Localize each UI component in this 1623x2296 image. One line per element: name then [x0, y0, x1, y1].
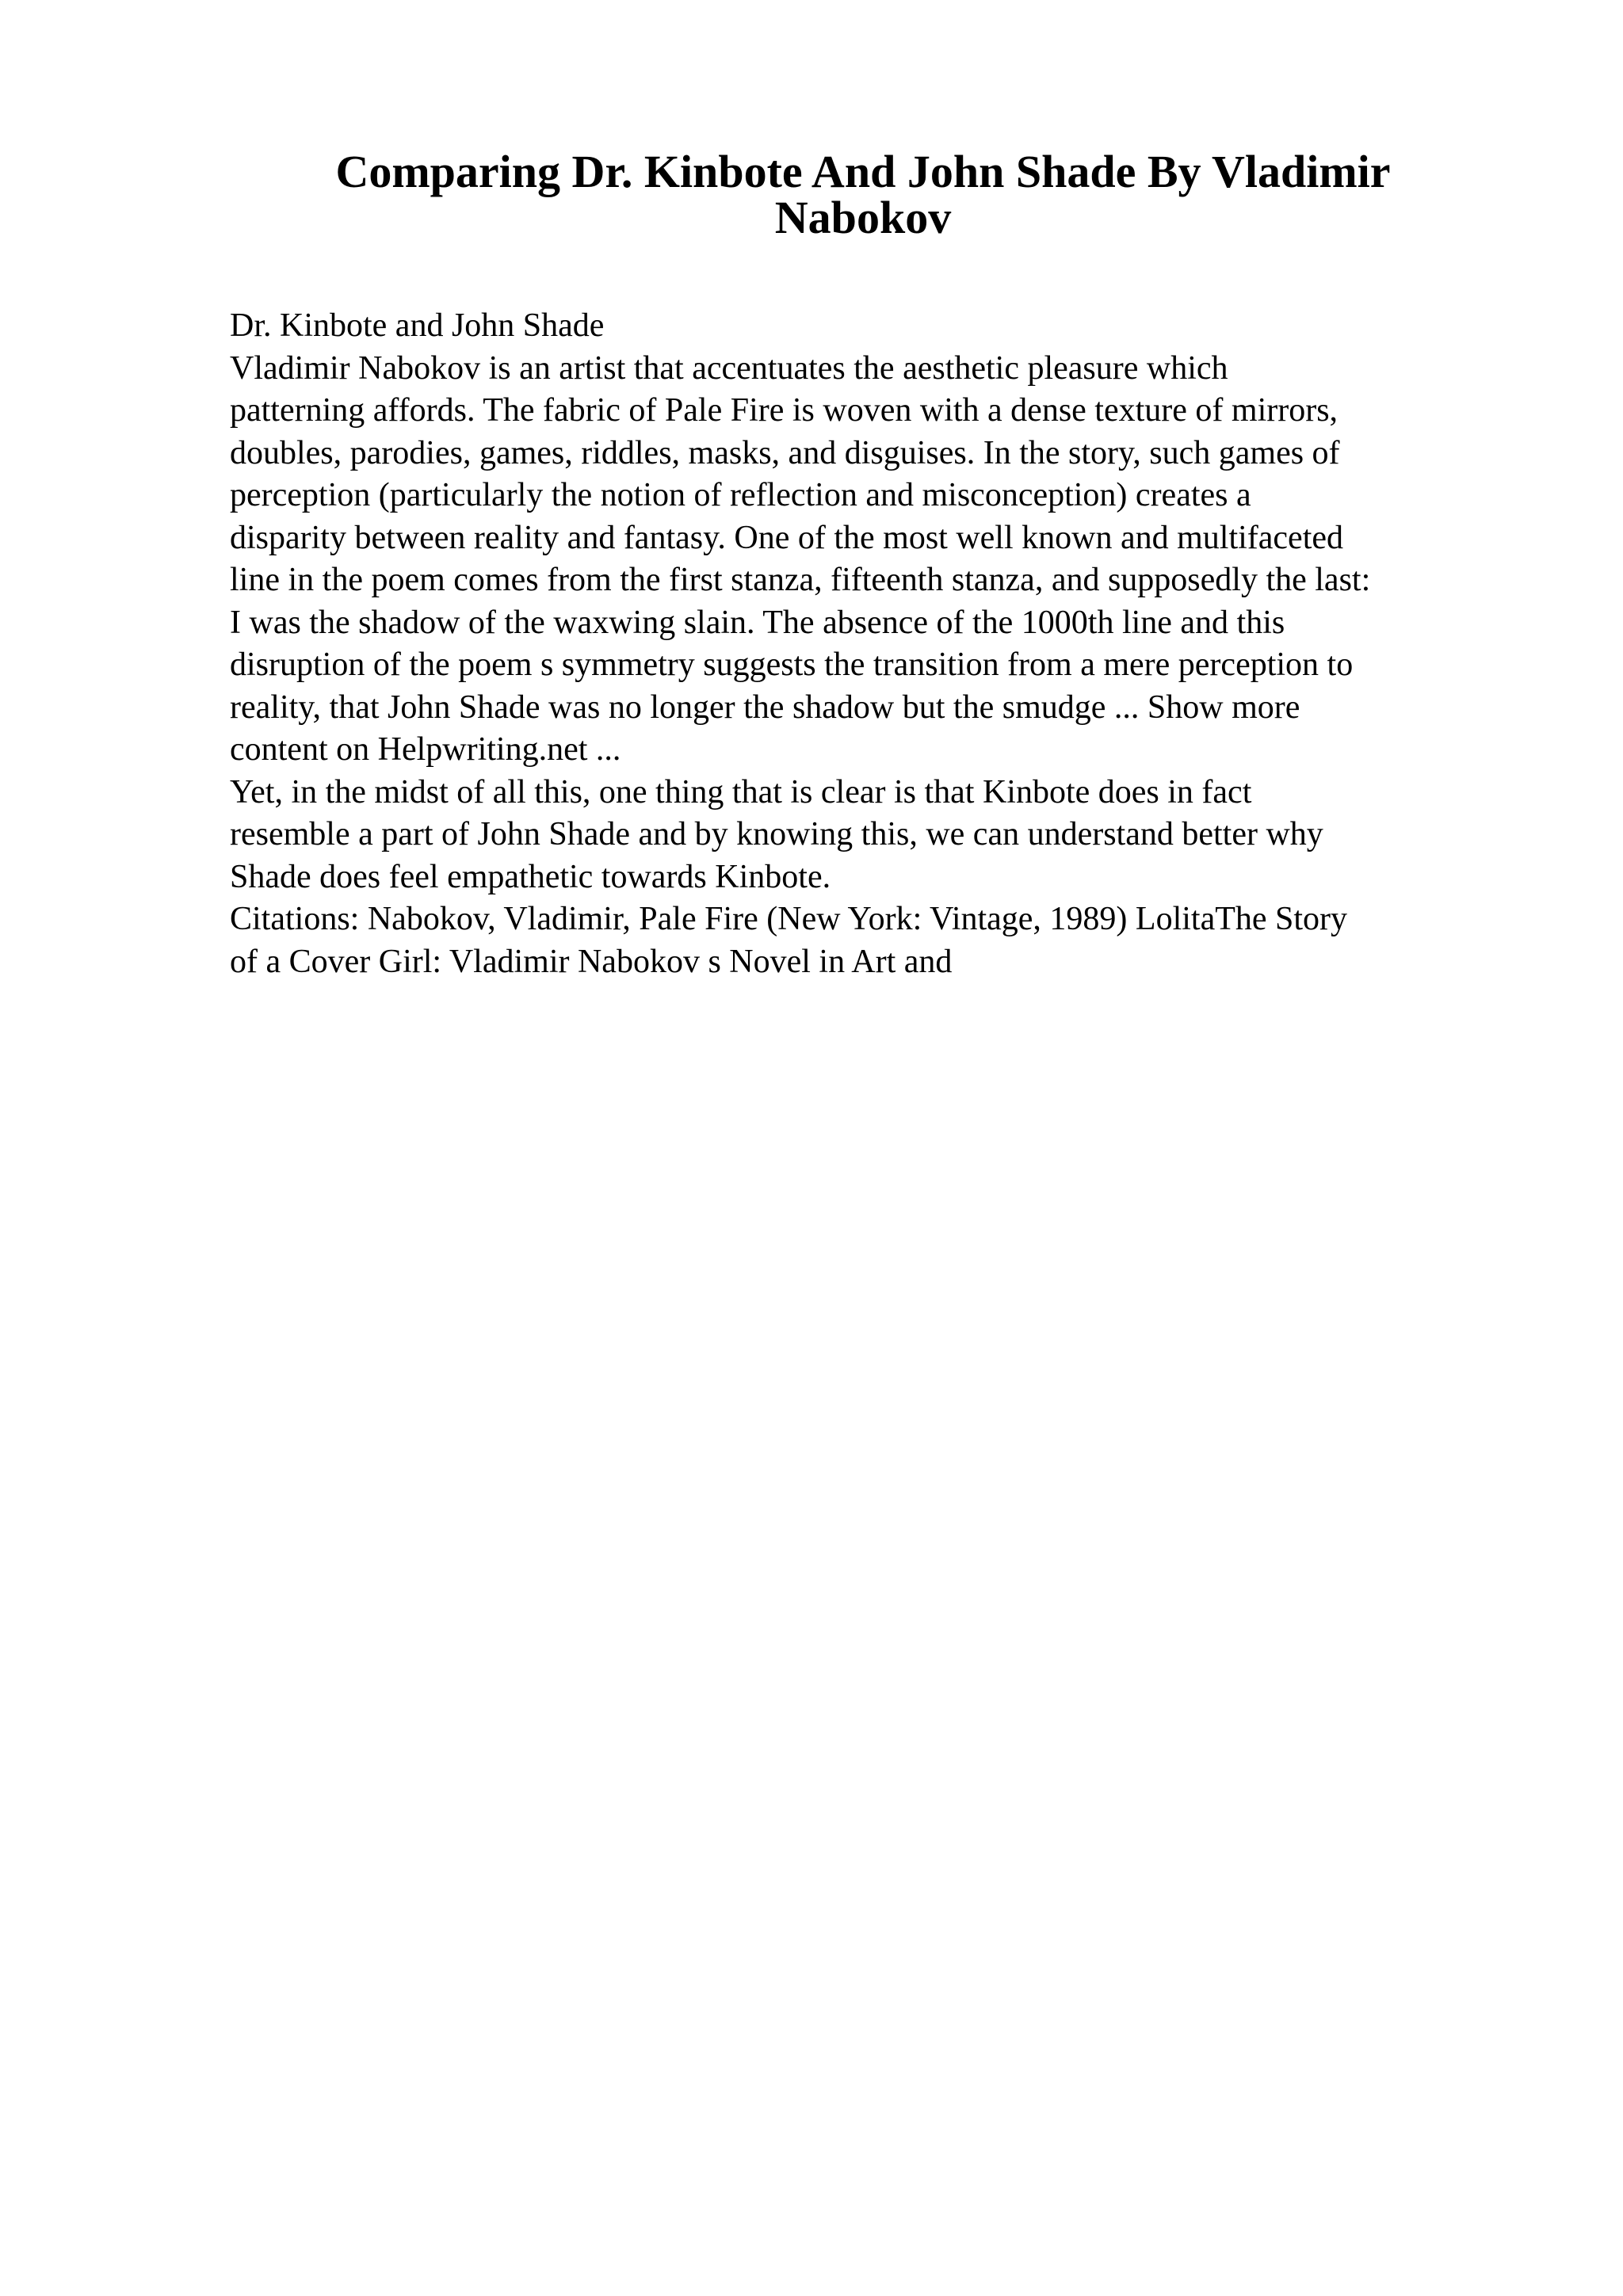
body-line: doubles, parodies, games, riddles, masks, and disguises. In the story, such games of: [230, 434, 1340, 471]
body-line: Yet, in the midst of all this, one thing that is clear is that Kinbote does in fact: [230, 773, 1252, 810]
body-line: Shade does feel empathetic towards Kinbote.: [230, 858, 831, 895]
body-line: Citations: Nabokov, Vladimir, Pale Fire (New York: Vintage, 1989) LolitaThe Story: [230, 901, 1348, 937]
body-line: reality, that John Shade was no longer the shadow but the smudge ... Show more: [230, 688, 1300, 726]
body-line: disparity between reality and fantasy. One of the most well known and multifaceted: [230, 519, 1344, 556]
document-title: [230, 146, 1496, 243]
body-line: disruption of the poem s symmetry suggests the transition from a mere perception to: [230, 646, 1354, 683]
title-line-1: Comparing Dr. Kinbote And John Shade By Vladimir: [335, 146, 1391, 197]
title-line-2: Nabokov: [774, 192, 952, 243]
body-line: Vladimir Nabokov is an artist that accentuates the aesthetic pleasure which: [230, 349, 1228, 387]
body-line: perception (particularly the notion of reflection and misconception) creates a: [230, 477, 1251, 513]
body-line: line in the poem comes from the first stanza, fifteenth stanza, and supposedly the last:: [230, 562, 1371, 598]
body-line: resemble a part of John Shade and by knowing this, we can understand better why: [230, 816, 1323, 852]
document-body: [230, 305, 1514, 983]
body-line: I was the shadow of the waxwing slain. The absence of the 1000th line and this: [230, 604, 1285, 641]
body-line: Dr. Kinbote and John Shade: [230, 307, 605, 344]
body-line: of a Cover Girl: Vladimir Nabokov s Novel in Art and: [230, 943, 953, 980]
body-line: content on Helpwriting.net ...: [230, 731, 621, 768]
body-line: patterning affords. The fabric of Pale Fire is woven with a dense texture of mirrors,: [230, 392, 1338, 429]
